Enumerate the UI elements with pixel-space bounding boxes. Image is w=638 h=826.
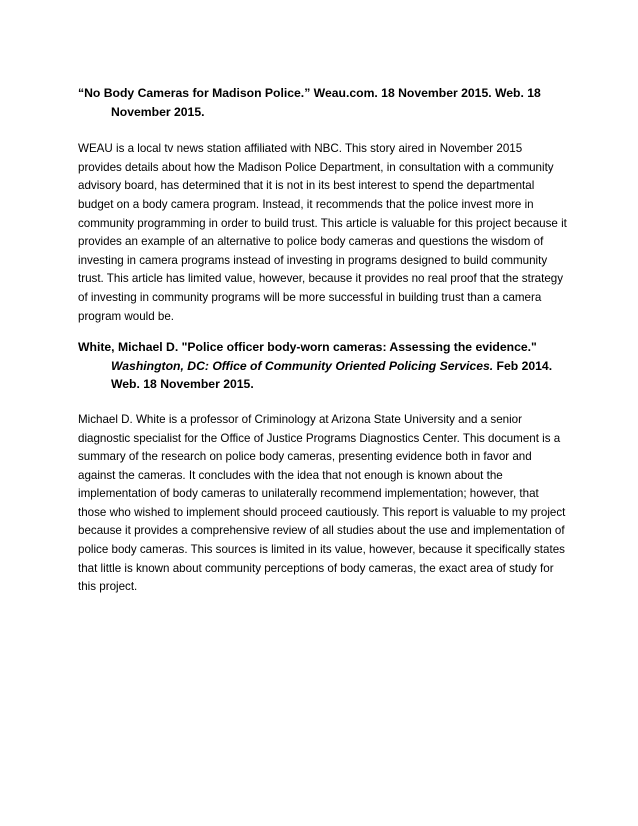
citation-text: “No Body Cameras for Madison Police.” Weau.com. 18 November 2015. Web. 18 November 2015.	[78, 86, 541, 119]
citation-date: Feb 2014. Web. 18 November 2015.	[111, 358, 553, 392]
annotation-paragraph: WEAU is a local tv news station affiliated with NBC. This story aired in November 2015 provides details about how the Madison Police Department, in consultation with a community advisory board, has determined that it is not in its best interest to spend the departmental budget on a body camera program. Instead, it recommends that the police invest more in community programming in order to build trust. This article is valuable for this project because it provides an example of an alternative to police body cameras and questions the wisdom of investing in camera programs instead of investing in programs designed to build community trust. This article has limited value, however, because it provides no real proof that the strategy of investing in community programs will be more successful in building trust than a camera program would be.	[78, 142, 567, 323]
citation-publisher: Washington, DC: Office of Community Oriented Policing Services.	[111, 358, 494, 373]
annotation-paragraph: Michael D. White is a professor of Criminology at Arizona State University and a senior diagnostic specialist for the Office of Justice Programs Diagnostics Center. This document is a summary of the research on police body cameras, presenting evidence both in favor and against the cameras. It concludes with the idea that not enough is known about the implementation of body cameras to unilaterally recommend implementation; however, that those who wished to implement should proceed cautiously. This report is valuable to my project because it provides a comprehensive review of all studies about the use and implementation of police body cameras. This sources is limited in its value, however, because it specifically states that little is known about community perceptions of body cameras, the exact area of study for this project.	[78, 412, 566, 594]
citation-text: White, Michael D. "Police officer body-worn cameras: Assessing the evidence."	[78, 340, 537, 355]
document-body	[78, 84, 568, 597]
citation-entry	[78, 84, 568, 121]
citation-entry	[78, 338, 568, 394]
